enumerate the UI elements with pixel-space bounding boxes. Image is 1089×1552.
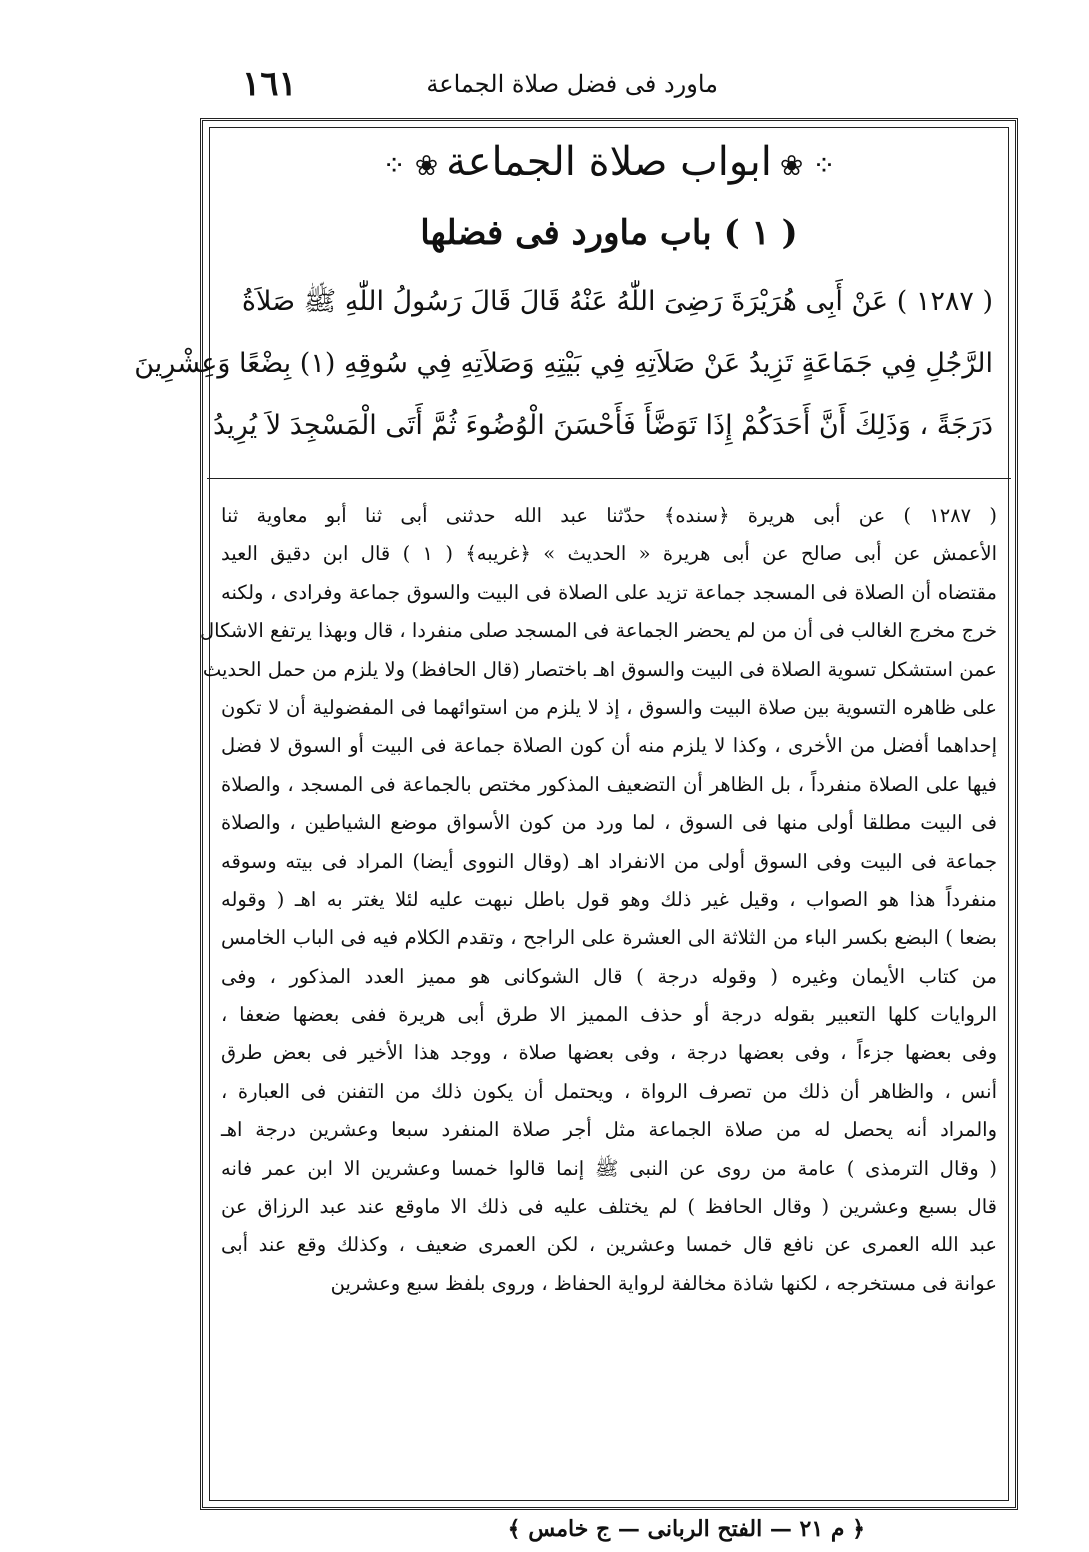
commentary-line: ( وقال الترمذى ) عامة من روى عن النبى ﷺ إنما قالوا خمسا وعشرين الا ابن عمر فانه xyxy=(221,1156,997,1180)
page-number: ١٦١ xyxy=(242,64,297,104)
ornament-left-icon: ❀ ⁘ xyxy=(382,148,439,182)
commentary-line: إحداهما أفضل من الأخرى ، وكذا لا يلزم منه أن كون الصلاة جماعة فى البيت أو السوق لا فضل xyxy=(221,734,997,758)
commentary-line: ( ١٢٨٧ ) عن أبى هريرة ﴿سنده﴾ حدّثنا عبد الله حدثنى أبى ثنا أبو معاوية ثنا xyxy=(221,504,997,527)
commentary-line: عوانة فى مستخرجه ، لكنها شاذة مخالفة لرواية الحفاظ ، وروى بلفظ سبع وعشرين xyxy=(330,1271,997,1295)
commentary-line: الروايات كلها التعبير بقوله درجة أو حذف المميز الا طرق أبى هريرة ففى بعضها ضعفا ، xyxy=(221,1003,997,1027)
commentary-line: مقتضاه أن الصلاة فى المسجد جماعة تزيد على الصلاة فى البيت والسوق جماعة وفرادى ، ولكنه xyxy=(221,580,997,604)
hadith-line: دَرَجَةً ، وَذَلِكَ أَنَّ أَحَدَكُمْ إِذَا تَوَضَّأَ فَأَحْسَنَ الْوُضُوءَ ثُمَّ أَتَى الْمَسْجِدَ لاَ يُرِيدُ xyxy=(213,410,993,441)
section-title-text: ابواب صلاة الجماعة xyxy=(446,139,772,185)
commentary-line: والمراد أنه يحصل له من صلاة الجماعة مثل أجر صلاة المنفرد سبعا وعشرين درجة اهـ xyxy=(221,1118,997,1142)
commentary-line: عبد الله العمرى عن نافع قال خمسا وعشرين ، لكن العمرى ضعيف ، وكذلك وقع عند أبى xyxy=(221,1233,997,1257)
commentary-line: على ظاهره التسوية بين صلاة البيت والسوق ، إذ لا يلزم من استوائهما فى المفضولية أن لا تكون xyxy=(221,695,997,719)
hadith-line: ( ١٢٨٧ ) عَنْ أَبِى هُرَيْرَةَ رَضِىَ اللّٰهُ عَنْهُ قَالَ قَالَ رَسُولُ اللّٰهِ ﷺ صَلاَةُ xyxy=(241,286,993,317)
running-title: ماورد فى فضل صلاة الجماعة xyxy=(426,70,718,98)
commentary-line: فيها على الصلاة منفرداً ، بل الظاهر أن التضعيف المذكور مختص بالجماعة فى المسجد ، والصلاة xyxy=(221,772,997,796)
commentary-line: الأعمش عن أبى صالح عن أبى هريرة « الحديث » ﴿غريبه﴾ ( ١ ) قال ابن دقيق العيد xyxy=(221,542,997,566)
chapter-title: ( ١ ) باب ماورد فى فضلها xyxy=(420,213,798,253)
page-frame xyxy=(134,118,1018,1510)
commentary-line: جماعة فى البيت وفى السوق أولى من الانفراد اهـ (وقال النووى أيضا) المراد فى بيته وسوقه xyxy=(221,849,997,873)
commentary-line: عمن استشكل تسوية الصلاة فى البيت والسوق اهـ باختصار (قال الحافظ) ولا يلزم من حمل الحديث xyxy=(202,657,997,681)
commentary-line: فى البيت مطلقا أولى منها فى السوق ، لما ورد من كون الأسواق موضع الشياطين ، والصلاة xyxy=(221,811,997,835)
commentary-line: وفى بعضها جزءاً ، وفى بعضها درجة ، وفى بعضها صلاة ، ووجد هذا الأخير فى بعض طرق xyxy=(221,1041,997,1065)
commentary-line: منفرداً هذا هو الصواب ، وقيل غير ذلك وهو قول باطل نبهت عليه لئلا يغتر به اهـ ( وقوله xyxy=(221,887,997,911)
commentary-text xyxy=(200,497,997,1497)
hadith-line: الرَّجُلِ فِي جَمَاعَةٍ تَزِيدُ عَنْ صَلاَتِهِ فِي بَيْتِهِ وَصَلاَتِهِ فِي سُوقِهِ (١) بِضْعًا وَعِشْرِينَ xyxy=(134,348,993,379)
ornament-right-icon: ⁘ ❀ xyxy=(779,148,836,182)
commentary-line: بضعا ) البضع بكسر الباء من الثلاثة الى العشرة على الراجح ، وتقدم الكلام فيه فى الباب الخامس xyxy=(221,926,997,950)
running-head xyxy=(200,62,1018,110)
printer-signature: ﴿ م ٢١ — الفتح الربانى — ج خامس ﴾ xyxy=(507,1516,865,1542)
text-divider xyxy=(207,478,1011,479)
section-title xyxy=(203,139,1015,199)
hadith-text xyxy=(134,271,993,471)
commentary-line: من كتاب الأيمان وغيره ( وقوله درجة ) قال الشوكانى هو مميز العدد المذكور ، وفى xyxy=(221,964,997,988)
commentary-line: خرج مخرج الغالب فى أن من لم يحضر الجماعة فى المسجد صلى منفردا ، قال وبهذا يرتفع الاشكال xyxy=(200,619,997,643)
commentary-line: قال بسبع وعشرين ( وقال الحافظ ) لم يختلف عليه فى ذلك الا ماوقع عند عبد الرزاق عن xyxy=(221,1195,997,1219)
commentary-line: أنس ، والظاهر أن ذلك من تصرف الرواة ، ويحتمل أن يكون ذلك من التفنن فى العبارة ، xyxy=(221,1079,997,1103)
